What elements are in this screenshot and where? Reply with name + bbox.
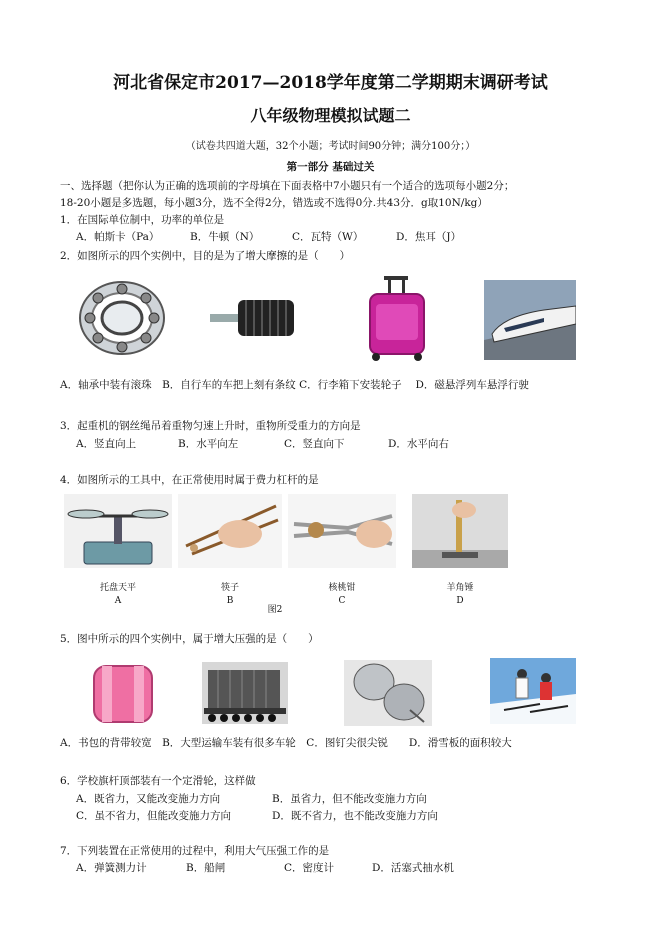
- section-heading: 第一部分 基础过关: [286, 161, 375, 173]
- q3-option-b: B．水平向左: [178, 438, 239, 450]
- q4-letter-c: C: [338, 596, 346, 606]
- q6-option-b: B．虽省力，但不能改变施力方向: [272, 793, 427, 805]
- q4-letter-a: A: [114, 596, 122, 606]
- intro-line-1: 一、选择题（把你认为正确的选项前的字母填在下面表格中7小题只有一个适合的选项每小题2分；: [60, 180, 515, 192]
- q1-option-d: D．焦耳（J）: [396, 231, 462, 243]
- q1-option-a: A．帕斯卡（Pa）: [76, 231, 160, 243]
- q6-option-d: D．既不省力，也不能改变施力方向: [272, 810, 438, 822]
- q3-stem: 3．起重机的钢丝绳吊着重物匀速上升时，重物所受重力的方向是: [60, 420, 361, 432]
- q6-option-c: C．虽不省力，但能改变施力方向: [76, 810, 232, 822]
- chopsticks-image: [178, 494, 282, 568]
- balance-image: [64, 494, 172, 568]
- suitcase-image: [360, 276, 432, 362]
- q7-option-a: A．弹簧测力计: [76, 862, 147, 874]
- intro-line-2: 18-20小题是多选题，每小题3分，选不全得2分，错选或不选得0分.共43分．g取10N/kg）: [60, 197, 488, 209]
- q4-caption-c: 核桃钳: [328, 583, 356, 593]
- claw-hammer-image: [412, 494, 508, 568]
- maglev-train-image: [484, 280, 576, 360]
- q6-stem: 6．学校旗杆顶部装有一个定滑轮，这样做: [60, 775, 256, 787]
- q7-stem: 7．下列装置在正常使用的过程中，利用大气压强工作的是: [60, 845, 330, 857]
- bike-grip-image: [208, 286, 298, 352]
- page-title: 河北省保定市2017—2018学年度第二学期期末调研考试: [113, 73, 548, 93]
- thumbtack-image: [344, 660, 432, 726]
- bearing-image: [76, 276, 168, 360]
- q3-option-c: C．竖直向下: [284, 438, 345, 450]
- q4-caption-a: 托盘天平: [99, 583, 136, 593]
- q2-stem: 2．如图所示的四个实例中，目的是为了增大摩擦的是（ ）: [60, 250, 351, 262]
- q4-letter-b: B: [226, 596, 234, 606]
- nutcracker-image: [288, 494, 396, 568]
- q7-option-d: D．活塞式抽水机: [372, 862, 454, 874]
- q2-captions: A．轴承中装有滚珠 B．自行车的车把上刻有条纹 C．行李箱下安装轮子 D．磁悬浮列车悬浮行驶: [60, 379, 529, 391]
- skier-image: [490, 658, 576, 724]
- backpack-image: [82, 662, 164, 724]
- q3-option-a: A．竖直向上: [76, 438, 137, 450]
- figure-label: 图2: [267, 605, 283, 615]
- q5-stem: 5．图中所示的四个实例中，属于增大压强的是（ ）: [60, 633, 319, 645]
- q1-option-c: C．瓦特（W）: [292, 231, 364, 243]
- q1-stem: 1．在国际单位制中，功率的单位是: [60, 214, 225, 226]
- q3-option-d: D．水平向右: [388, 438, 449, 450]
- q7-option-c: C．密度计: [284, 862, 335, 874]
- q5-captions: A．书包的背带较宽 B．大型运输车装有很多车轮 C．图钉尖很尖锐 D．滑雪板的面积较大: [60, 737, 512, 749]
- page-subtitle: 八年级物理模拟试题二: [250, 106, 411, 125]
- q7-option-b: B．船闸: [186, 862, 226, 874]
- q1-option-b: B．牛顿（N）: [190, 231, 260, 243]
- transport-truck-image: [202, 662, 288, 724]
- q4-stem: 4．如图所示的工具中，在正常使用时属于费力杠杆的是: [60, 474, 319, 486]
- q4-caption-b: 筷子: [220, 583, 239, 593]
- q4-caption-d: 羊角锤: [446, 583, 474, 593]
- q6-option-a: A．既省力，又能改变施力方向: [76, 793, 221, 805]
- q4-letter-d: D: [456, 596, 464, 606]
- exam-note: （试卷共四道大题，32个小题；考试时间90分钟；满分100分；）: [185, 141, 476, 152]
